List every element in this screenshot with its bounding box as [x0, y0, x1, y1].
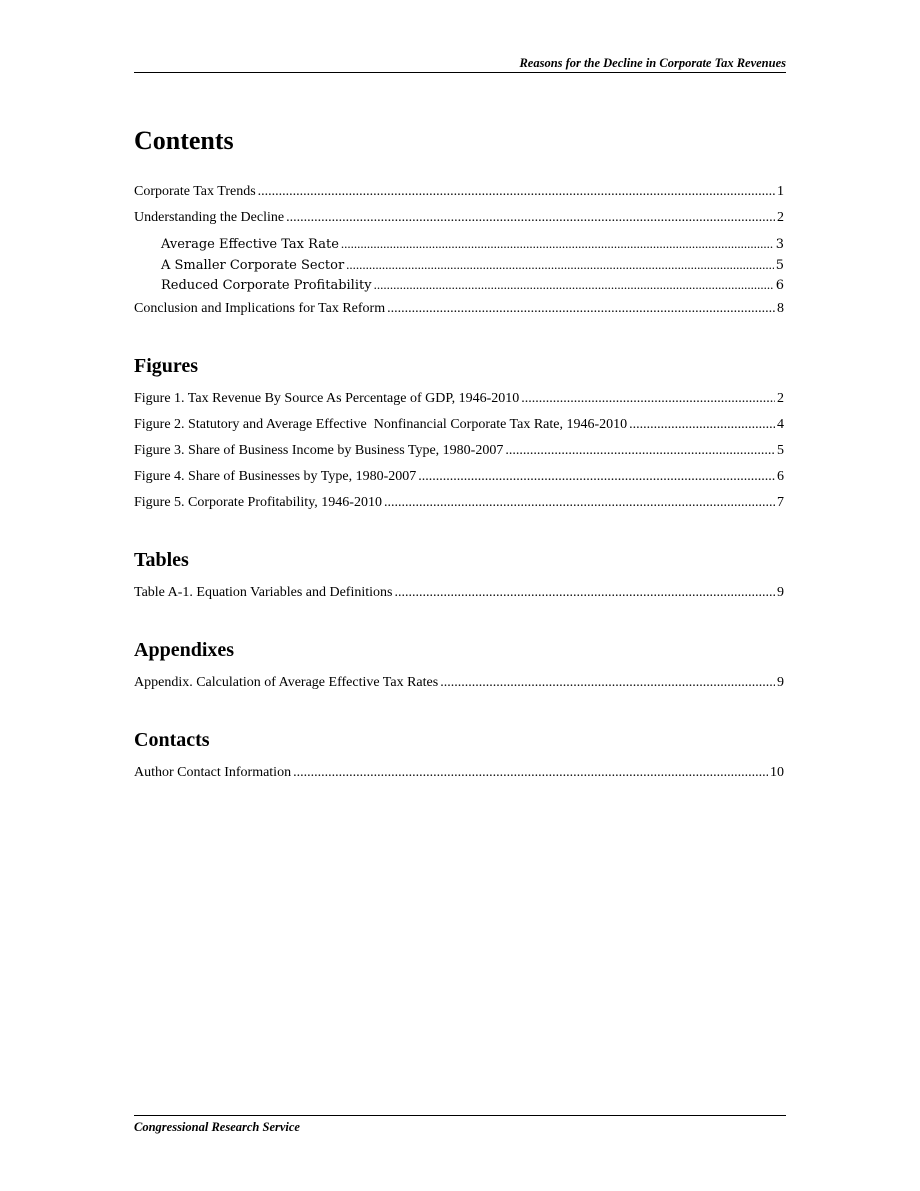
toc-entry-understanding-the-decline[interactable]: [134, 208, 784, 228]
toc-entry-label: Figure 2. Statutory and Average Effective Nonfinancial Corporate Tax Rate, 1946-2010: [134, 416, 628, 432]
dot-leader: [505, 441, 775, 461]
contacts-section: [134, 727, 784, 783]
toc-entry-page: 1: [777, 184, 784, 199]
toc-entry-label: Appendix. Calculation of Average Effective Tax Rates: [134, 674, 439, 690]
toc-entry-page: 10: [770, 764, 784, 780]
toc-entry-smaller-corporate-sector[interactable]: [134, 255, 784, 276]
header-rule: [134, 72, 786, 73]
toc-entry-reduced-corporate-profitability[interactable]: [134, 275, 784, 296]
toc-entry-label: A Smaller Corporate Sector: [161, 257, 345, 273]
toc-entry-figure-3[interactable]: [134, 441, 784, 461]
dot-leader: [629, 415, 775, 435]
toc-entry-label: Conclusion and Implications for Tax Reform: [134, 300, 386, 316]
dot-leader: [374, 275, 774, 295]
tables-section: [134, 547, 784, 603]
toc-entry-page: 8: [777, 300, 784, 316]
dot-leader: [346, 255, 774, 275]
toc-entry-label: Understanding the Decline: [134, 210, 285, 225]
dot-leader: [394, 583, 775, 603]
dot-leader: [384, 493, 775, 513]
dot-leader: [418, 467, 775, 487]
toc-entry-page: 6: [777, 468, 784, 484]
toc-entry-page: 2: [777, 390, 784, 406]
toc-entry-page: 9: [777, 584, 784, 600]
dot-leader: [341, 234, 774, 254]
toc-entry-page: 5: [777, 442, 784, 458]
toc-entry-figure-5[interactable]: [134, 493, 784, 513]
toc-entry-table-a1[interactable]: [134, 583, 784, 603]
figures-section: [134, 353, 784, 513]
dot-leader: [387, 299, 775, 319]
toc-entry-corporate-tax-trends[interactable]: [134, 182, 784, 202]
toc-entry-page: 6: [775, 278, 784, 293]
toc-entry-page: 7: [777, 494, 784, 510]
toc-entry-appendix[interactable]: [134, 673, 784, 693]
tables-heading: Tables: [134, 548, 189, 571]
dot-leader: [258, 182, 775, 202]
contacts-heading: Contacts: [134, 728, 210, 751]
footer-organization: Congressional Research Service: [134, 1120, 300, 1134]
toc-entry-label: Figure 4. Share of Businesses by Type, 1980-2007: [134, 468, 417, 484]
toc-entry-label: Table A-1. Equation Variables and Definitions: [134, 584, 393, 600]
dot-leader: [440, 673, 775, 693]
toc-entry-label: Average Effective Tax Rate: [161, 237, 339, 252]
toc-entry-label: Reduced Corporate Profitability: [161, 278, 372, 293]
toc-entry-average-effective-tax-rate[interactable]: [134, 234, 784, 255]
dot-leader: [293, 763, 768, 783]
toc-entry-label: Figure 3. Share of Business Income by Business Type, 1980-2007: [134, 442, 504, 458]
toc-entry-page: 4: [777, 416, 784, 432]
appendixes-heading: Appendixes: [134, 638, 235, 661]
figures-heading: Figures: [134, 354, 199, 377]
running-header-title: Reasons for the Decline in Corporate Tax Revenues: [519, 56, 786, 70]
contents-section: [134, 122, 784, 319]
toc-entry-figure-4[interactable]: [134, 467, 784, 487]
appendixes-section: [134, 637, 784, 693]
toc-entry-page: 3: [775, 237, 784, 252]
toc-entry-author-contact[interactable]: [134, 763, 784, 783]
toc-entry-conclusion[interactable]: [134, 299, 784, 319]
toc-entry-label: Figure 1. Tax Revenue By Source As Percentage of GDP, 1946-2010: [134, 390, 520, 406]
toc-entry-page: 2: [777, 210, 784, 225]
footer-rule: [134, 1115, 786, 1116]
toc-entry-figure-2[interactable]: [134, 415, 784, 435]
dot-leader: [286, 208, 775, 228]
toc-entry-label: Figure 5. Corporate Profitability, 1946-2010: [134, 494, 382, 510]
toc-entry-page: 9: [777, 674, 784, 690]
dot-leader: [521, 389, 775, 409]
toc-entry-page: 5: [775, 257, 784, 273]
toc-entry-label: Corporate Tax Trends: [134, 184, 256, 199]
contents-heading: Contents: [134, 126, 234, 155]
toc-entry-label: Author Contact Information: [134, 764, 292, 780]
table-of-contents: [134, 122, 784, 817]
toc-entry-figure-1[interactable]: [134, 389, 784, 409]
